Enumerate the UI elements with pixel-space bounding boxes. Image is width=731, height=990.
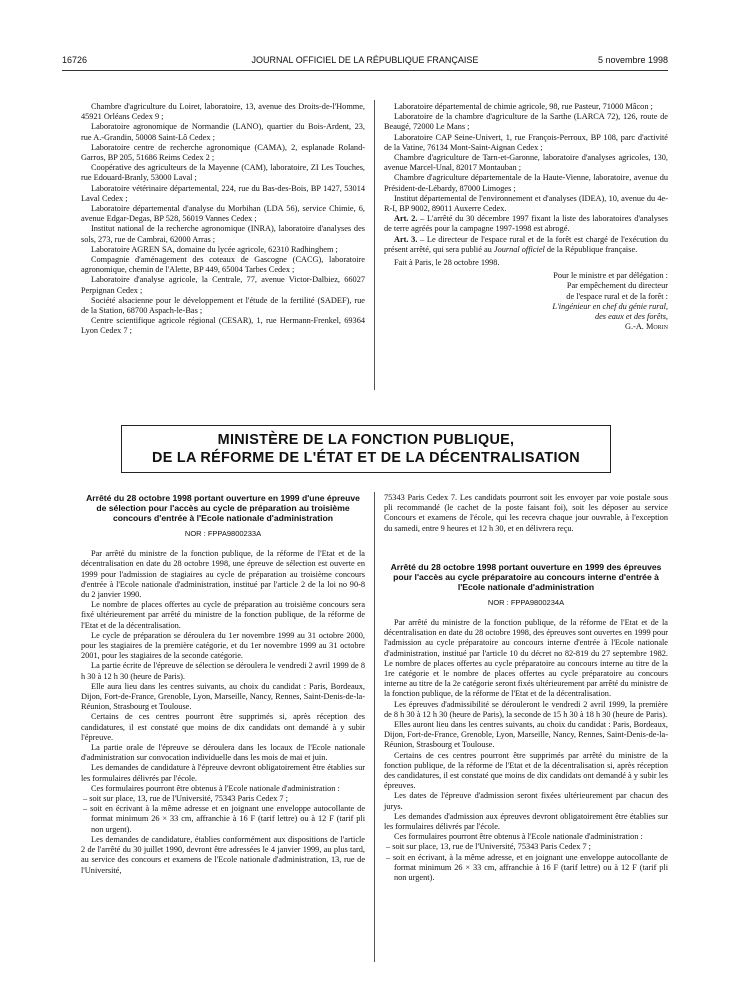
arrete-1-title: Arrêté du 28 octobre 1998 portant ouverture en 1999 d'une épreuve de sélection pour l'accès au cycle de préparation au troisième concours d'entrée à l'Ecole nationale d'administration — [86, 493, 360, 523]
paragraph: Par arrêté du ministre de la fonction publique, de la réforme de l'Etat et de la décentralisation en date du 28 octobre 1998, une épreuve de sélection est ouverte en 1999 pour l'admission de stagiaires au cycle de préparation au troisième concours d'entrée à l'Ecole nationale d'administration, institué par l'article 2 de la loi no 90-8 du 2 janvier 1990. — [81, 549, 365, 600]
list-item: Compagnie d'aménagement des coteaux de Gascogne (CACG), laboratoire agronomique, chemin de l'Alette, BP 449, 65004 Tarbes Cedex ; — [81, 255, 365, 275]
paragraph: Elles auront lieu dans les centres suivants, au choix du candidat : Paris, Bordeaux, Dijon, Fort-de-France, Grenoble, Lyon, Marseille, Nancy, Rennes, Saint-Denis-de-la-Réunion, Strasbourg et Toulouse. — [384, 720, 668, 750]
list-item: Laboratoire vétérinaire départemental, 224, rue du Bas-des-Bois, BP 1427, 53014 Laval Cedex ; — [81, 183, 365, 203]
arrete-2-title: Arrêté du 28 octobre 1998 portant ouverture en 1999 des épreuves pour l'accès au cycle préparatoire au concours interne d'entrée à l'Ecole nationale d'administration — [390, 561, 662, 592]
fait-a-paris: Fait à Paris, le 28 octobre 1998. — [394, 258, 500, 268]
paragraph: Les dates de l'épreuve d'admission seront fixées ultérieurement par chacun des jurys. — [384, 791, 668, 811]
bullet-item: – soit sur place, 13, rue de l'Université, 75343 Paris Cedex 7 ; — [83, 794, 288, 804]
paragraph: Certains de ces centres pourront être supprimés par arrêté du ministre de la fonction publique, de la réforme de l'Etat et de la décentralisation si, après réception des candidatures, il est constaté que moins de dix candidats ont demandé à y subir les épreuves. — [384, 750, 668, 791]
article-2-text: – L'arrêté du 30 décembre 1997 fixant la liste des laboratoires d'analyses de terre agréés pour la campagne 1997-1998 est abrogé. — [384, 214, 668, 234]
top-left-column — [81, 102, 365, 337]
arrete-1-column — [81, 493, 365, 876]
signature-line: L'ingénieur en chef du génie rural, — [552, 301, 668, 311]
arrete-2-nor: NOR : FPPA9800234A — [487, 597, 565, 607]
bullet-item: – soit en écrivant, à la même adresse, et en joignant une enveloppe autocollante de format minimum 26 × 33 cm, affranchie à 16 F (tarif lettre) ou à 12 F (tarif pli non urgent). — [386, 852, 668, 883]
article-3 — [384, 235, 668, 255]
list-item: Institut national de la recherche agronomique (INRA), laboratoire d'analyses des sols, 273, rue de Cambrai, 62000 Arras ; — [81, 224, 365, 244]
signature-line: des eaux et des forêts, — [594, 312, 668, 322]
column-divider — [374, 492, 375, 962]
list-item: Laboratoire agronomique de Normandie (LANO), quartier du Bois-Ardent, 23, rue A.-Grandin, 50008 Saint-Lô Cedex ; — [81, 122, 365, 142]
arrete-1-continuation: 75343 Paris Cedex 7. Les candidats pourront soit les envoyer par voie postale sous pli recommandé (le cachet de la poste faisant foi), soit les déposer au service Concours et examens de l'école, qui les recevra chaque jour ouvrable, à l'exception du samedi, entre 9 heures et 12 h 30, et en délivrera reçu. — [384, 493, 668, 533]
ministry-line-1: MINISTÈRE DE LA FONCTION PUBLIQUE, — [217, 432, 515, 448]
arrete-2-column — [384, 493, 668, 883]
article-3-label: Art. 3. — [394, 234, 418, 244]
page-header — [62, 55, 668, 69]
signature-line: Pour le ministre et par délégation : — [553, 271, 668, 281]
article-2-label: Art. 2. — [394, 214, 418, 224]
header-rule — [62, 70, 668, 71]
paragraph: Le nombre de places offertes au cycle de préparation au troisième concours sera fixé ultérieurement par arrêté du ministre de la fonction publique, de la réforme de l'Etat et de la décentralisation. — [81, 600, 365, 630]
list-item: Laboratoire AGREN SA, domaine du lycée agricole, 62310 Radhinghem ; — [91, 244, 338, 254]
list-item: Institut départemental de l'environnement et d'analyses (IDEA), 10, avenue du 4e-R-I, BP 9002, 89011 Auxerre Cedex. — [384, 193, 668, 214]
arrete-1-nor: NOR : FPPA9800233A — [184, 529, 262, 538]
paragraph: Les demandes d'admission aux épreuves devront obligatoirement être établies sur les formulaires délivrés par l'école. — [384, 811, 668, 832]
paragraph: Ces formulaires pourront être obtenus à l'Ecole nationale d'administration : — [394, 832, 643, 842]
paragraph: Certains de ces centres pourront être supprimés si, après réception des candidatures, il est constaté que moins de dix candidats ont demandé à y subir l'épreuve. — [81, 712, 365, 742]
list-item: Société alsacienne pour le développement et l'étude de la fertilité (SADEF), rue de la Station, 68700 Aspach-le-Bas ; — [81, 295, 365, 316]
list-item: Laboratoire d'analyse agricole, la Centrale, 77, avenue Victor-Dalbiez, 66027 Perpignan Cedex ; — [81, 275, 365, 295]
article-3-text-b: de la République française. — [544, 244, 638, 254]
signature-name: G.-A. Morin — [624, 322, 668, 332]
bullet-item: – soit en écrivant à la même adresse et en joignant une enveloppe autocollante de format minimum 26 × 33 cm, affranchie à 16 F (tarif lettre) ou à 12 F (tarif pli non urgent). — [83, 804, 365, 834]
list-item: Centre scientifique agricole régional (CESAR), 1, rue Hermann-Frenkel, 69364 Lyon Cedex 7 ; — [81, 316, 365, 336]
paragraph: Par arrêté du ministre de la fonction publique, de la réforme de l'Etat et de la décentralisation en date du 28 octobre 1998, des épreuves sont ouvertes en 1999 pour l'admission au cycle préparatoire au concours interne d'entrée à l'Ecole nationale d'administration, institué par l'article 10 du décret no 82-819 du 27 septembre 1982. Le nombre de places offertes au cycle préparatoire au concours interne au titre de la 1re catégorie et le nombre de places offertes au cycle préparatoire au concours interne au titre de la 2e catégorie seront fixés ultérieurement par arrêté du ministre de la fonction publique, de la réforme de l'Etat et de la décentralisation. — [384, 618, 668, 699]
paragraph: Elle aura lieu dans les centres suivants, au choix du candidat : Paris, Bordeaux, Dijon, Fort-de-France, Grenoble, Lyon, Marseille, Nancy, Rennes, Saint-Denis-de-la-Réunion, Strasbourg et Toulouse. — [81, 681, 365, 712]
list-item: Laboratoire de la chambre d'agriculture de la Sarthe (LARCA 72), 126, route de Beaugé, 72000 Le Mans ; — [384, 112, 668, 132]
issue-date: 5 novembre 1998 — [597, 55, 668, 65]
page-number: 16726 — [62, 55, 88, 65]
signature-line: Par empêchement du directeur — [566, 281, 668, 291]
ministry-line-2: DE LA RÉFORME DE L'ÉTAT ET DE LA DÉCENTRALISATION — [152, 450, 580, 466]
column-divider — [374, 100, 375, 390]
signature-line: de l'espace rural et de la forêt : — [566, 291, 668, 301]
signature-block — [384, 271, 668, 332]
list-item: Coopérative des agriculteurs de la Mayenne (CAM), laboratoire, ZI Les Touches, rue Edouard-Branly, 53000 Laval ; — [81, 163, 365, 183]
article-2 — [384, 214, 668, 234]
list-item: Laboratoire départemental d'analyse du Morbihan (LDA 56), service Chimie, 6, avenue Edgar-Degas, BP 528, 56019 Vannes Cedex ; — [81, 204, 365, 224]
top-right-column — [384, 102, 668, 332]
article-3-text-a: – Le directeur de l'espace rural et de la forêt est chargé de l'exécution du présent arrêté, qui sera publié au — [384, 234, 668, 254]
paragraph: Les demandes de candidature à l'épreuve devront obligatoirement être établies sur les formulaires délivrés par l'école. — [81, 763, 365, 783]
paragraph: La partie écrite de l'épreuve de sélection se déroulera le vendredi 2 avril 1999 de 8 h 30 à 12 h 30 (heure de Paris). — [81, 661, 365, 681]
list-item: Laboratoire centre de recherche agronomique (CAMA), 2, esplanade Roland-Garros, BP 205, 51686 Reims Cedex 2 ; — [81, 142, 365, 163]
ministry-heading-box — [121, 425, 611, 473]
paragraph: Ces formulaires pourront être obtenus à l'Ecole nationale d'administration : — [91, 783, 340, 793]
list-item: Chambre d'agriculture de Tarn-et-Garonne, laboratoire d'analyses agricoles, 130, avenue Marcel-Unal, 82017 Montauban ; — [384, 153, 668, 173]
paragraph: La partie orale de l'épreuve se déroulera dans les locaux de l'Ecole nationale d'administration sur convocation individuelle dans les mois de mai et juin. — [81, 743, 365, 763]
list-item: Chambre d'agriculture du Loiret, laboratoire, 13, avenue des Droits-de-l'Homme, 45921 Orléans Cedex 9 ; — [81, 102, 365, 122]
paragraph: Les demandes de candidature, établies conformément aux dispositions de l'article 2 de l'arrêté du 30 juillet 1990, devront être adressées le 4 janvier 1999, au plus tard, au service des concours et examens de l'Ecole nationale d'administration, 13, rue de l'Université, — [81, 834, 365, 875]
journal-reference: Journal officiel — [493, 244, 545, 254]
journal-title: JOURNAL OFFICIEL DE LA RÉPUBLIQUE FRANÇAISE — [251, 55, 479, 65]
list-item: Laboratoire CAP Seine-Univert, 1, rue François-Perroux, BP 108, parc d'activité de la Vatine, 76134 Mont-Saint-Aignan Cedex ; — [384, 132, 668, 152]
paragraph: Le cycle de préparation se déroulera du 1er novembre 1999 au 31 octobre 2000, pour les stagiaires de la première catégorie, et du 1er novembre 1999 au 31 octobre 2001, pour les stagiaires de la seconde catégorie. — [81, 630, 365, 661]
paragraph: Les épreuves d'admissibilité se dérouleront le vendredi 2 avril 1999, la première de 8 h 30 à 12 h 30 (heure de Paris), la seconde de 15 h 30 à 18 h 30 (heure de Paris). — [384, 699, 668, 719]
bullet-item: – soit sur place, 13, rue de l'Université, 75343 Paris Cedex 7 ; — [386, 842, 591, 852]
list-item: Laboratoire départemental de chimie agricole, 98, rue Pasteur, 71000 Mâcon ; — [394, 102, 653, 111]
list-item: Chambre d'agriculture départementale de la Haute-Vienne, laboratoire, avenue du Président-de-Lébardy, 87000 Limoges ; — [384, 173, 668, 193]
